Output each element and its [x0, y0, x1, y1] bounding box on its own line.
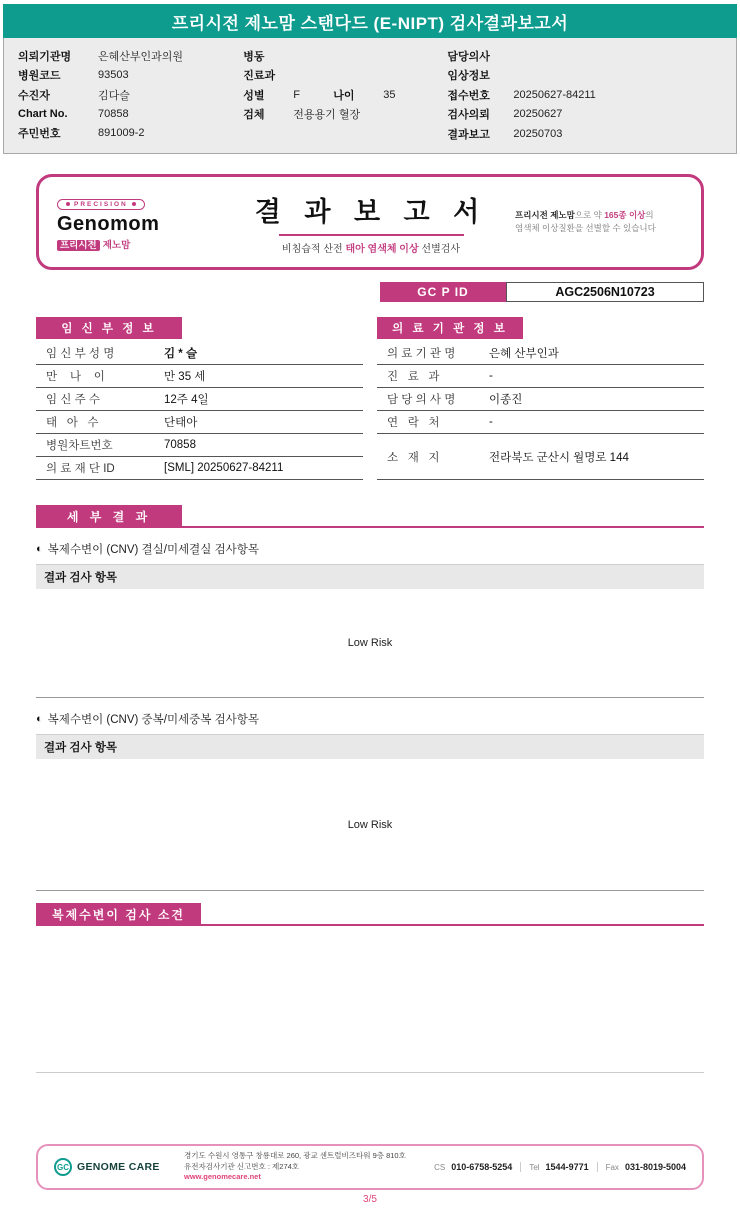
table-row [377, 365, 704, 388]
table-row [36, 365, 363, 388]
field-value: 은혜산부인과의원 [98, 50, 184, 63]
field-patient-name [18, 87, 243, 102]
field-value-sex: F [293, 88, 300, 101]
footer-box [36, 1144, 704, 1190]
field-clinical-info [447, 68, 722, 83]
header-note-line2: 염색체 이상질환을 선별할 수 있습니다 [515, 223, 656, 233]
table-row [36, 434, 363, 457]
field-department [243, 68, 447, 83]
field-resident-no [18, 126, 243, 141]
brand-name-korean [57, 237, 227, 251]
field-label: 검사의뢰 [447, 109, 490, 121]
row-label: 의 료 재 단 ID [46, 463, 115, 475]
field-request-date [447, 107, 722, 122]
field-label: 진료과 [243, 70, 276, 82]
field-label: 접수번호 [447, 89, 490, 102]
field-label-age: 나이 [333, 89, 355, 102]
half-circle-icon: ◐ [36, 713, 43, 725]
section-header-line [201, 924, 704, 926]
footer-address: 경기도 수원시 영통구 창룡대로 260, 광교 센트럴비즈타워 9층 810호 [184, 1150, 406, 1160]
cs-label: CS [434, 1162, 446, 1172]
clinic-info-table [377, 317, 704, 480]
badge-dot-icon [132, 202, 136, 206]
note-end: 의 [645, 209, 654, 220]
field-label: 수진자 [18, 89, 50, 102]
field-value-age: 35 [383, 88, 396, 101]
risk-result: Low Risk [347, 637, 393, 649]
field-value: 891009-2 [98, 127, 145, 139]
badge-dot-icon [66, 202, 70, 206]
table-row [377, 411, 704, 434]
field-label: 담당의사 [447, 50, 490, 63]
clinic-info-header: 의 료 기 관 정 보 [377, 317, 523, 339]
contact-separator [520, 1162, 521, 1172]
risk-result: Low Risk [347, 818, 393, 831]
brand-kr-badge: 프리시전 [57, 240, 100, 251]
precision-badge [57, 199, 145, 210]
field-specimen [243, 107, 447, 122]
row-value: - [489, 370, 493, 382]
brand-name: Genomom [57, 213, 160, 235]
section-header-line [182, 526, 704, 528]
gc-p-id-value: AGC2506N10723 [506, 282, 704, 302]
cnv-opinion-area [36, 926, 704, 1073]
cnv-duplication-title-text: 복제수변이 (CNV) 중복/미세중복 검사항목 [47, 714, 260, 726]
title-divider [279, 234, 464, 236]
field-sex-age [243, 87, 447, 102]
cnv-duplication-result-area [36, 759, 704, 891]
row-value: 70858 [164, 439, 196, 451]
cs-number: 010-6758-5254 [451, 1162, 513, 1172]
detail-result-title: 세 부 결 과 [36, 505, 182, 528]
cnv-deletion-title [36, 541, 704, 557]
table-row [36, 342, 363, 365]
half-circle-icon: ◐ [36, 543, 43, 555]
cnv-opinion-title: 복제수변이 검사 소견 [36, 903, 201, 926]
row-label: 임 신 주 수 [46, 394, 101, 406]
field-ward [243, 48, 447, 63]
subtitle-pre: 비침습적 산전 [281, 243, 346, 255]
field-value: 20250703 [513, 127, 563, 140]
header-note [515, 209, 683, 235]
field-value: 20250627 [513, 108, 563, 120]
field-label: 의뢰기관명 [18, 50, 72, 63]
field-chart-no [18, 107, 243, 122]
cnv-deletion-title-text: 복제수변이 (CNV) 결실/미세결실 검사항목 [47, 544, 260, 556]
detail-result-section-header [36, 505, 704, 528]
gc-p-id-label: GC P ID [380, 282, 506, 302]
row-value: - [489, 416, 493, 428]
field-label: 결과보고 [447, 128, 490, 141]
row-label: 연 락 처 [387, 417, 440, 429]
footer-address-block [184, 1151, 422, 1184]
report-header-box [36, 174, 704, 270]
note-accent: 165종 이상 [604, 209, 646, 220]
row-label: 진 료 과 [387, 371, 440, 383]
report-title-bar [3, 4, 737, 38]
field-hospital-code [18, 68, 243, 83]
row-label: 담 당 의 사 명 [387, 394, 456, 406]
info-tables [36, 317, 704, 480]
row-value: 12주 4일 [164, 394, 209, 406]
cnv-deletion-result-area [36, 589, 704, 698]
row-label: 임 신 부 성 명 [46, 348, 115, 360]
field-value: 20250627-84211 [513, 88, 596, 101]
page-number: 3/5 [363, 1194, 377, 1205]
patient-header-col1 [18, 48, 243, 145]
table-row [36, 457, 363, 480]
field-label: 병동 [243, 50, 265, 63]
patient-header-col2 [243, 48, 447, 145]
table-row [36, 388, 363, 411]
field-receipt-no [447, 87, 722, 102]
table-row [377, 342, 704, 365]
footer-website-link[interactable]: www.genomecare.net [184, 1172, 261, 1182]
subtitle-accent: 태아 염색체 이상 [345, 243, 419, 255]
header-note-line1 [515, 209, 683, 222]
row-value: 김 * 슬 [164, 348, 198, 360]
fax-label: Fax [605, 1162, 619, 1172]
field-label: 검체 [243, 109, 265, 121]
row-label: 태 아 수 [46, 417, 99, 429]
field-label: 병원코드 [18, 70, 61, 82]
field-doctor [447, 48, 722, 63]
row-value: 은혜 산부인과 [489, 348, 559, 360]
note-mid: 으로 약 [574, 209, 605, 220]
cnv-duplication-title [36, 711, 704, 727]
row-value: 만 35 세 [164, 371, 206, 383]
field-label: 주민번호 [18, 128, 61, 140]
report-title-block [227, 190, 515, 255]
report-title: 프리시전 제노맘 스탠다드 (E-NIPT) 검사결과보고서 [171, 13, 569, 33]
genome-care-logo-text: GENOME CARE [77, 1161, 160, 1173]
genome-care-logo-icon: GC [54, 1158, 72, 1176]
field-value: 70858 [98, 107, 129, 120]
table-row [377, 434, 704, 480]
precision-badge-label: PRECISION [74, 200, 128, 208]
tel-number: 1544-9771 [545, 1162, 589, 1172]
mother-info-header: 임 신 부 정 보 [36, 317, 182, 339]
row-value: 단태아 [164, 417, 198, 429]
field-value: 김다슬 [98, 89, 130, 102]
patient-header-col3 [447, 48, 722, 145]
row-label: 의 료 기 관 명 [387, 348, 456, 360]
report-subtitle [227, 240, 515, 255]
field-report-date [447, 126, 722, 141]
field-label: 임상정보 [447, 70, 490, 82]
field-value: 전용용기 혈장 [293, 109, 361, 121]
cnv-opinion-section-header [36, 903, 704, 926]
genome-care-logo [54, 1158, 172, 1176]
table-row [36, 411, 363, 434]
note-brand: 프리시전 제노맘 [515, 209, 575, 220]
patient-header [3, 38, 737, 154]
brand-kr-text: 제노맘 [102, 240, 131, 251]
fax-number: 031-8019-5004 [624, 1162, 686, 1172]
field-label: Chart No. [18, 107, 68, 120]
row-label: 소 재 지 [387, 451, 440, 464]
result-report-title: 결 과 보 고 서 [254, 196, 488, 227]
report-body [0, 174, 740, 1073]
row-value: 이종진 [489, 394, 523, 406]
row-label: 병원차트번호 [46, 440, 113, 452]
field-referring-org [18, 48, 243, 63]
row-label: 만 나 이 [46, 371, 105, 383]
footer-registration: 유전자검사기관 신고번호 : 제274호 [184, 1161, 300, 1171]
result-items-bar: 결과 검사 항목 [36, 734, 704, 759]
field-label: 성별 [243, 89, 265, 102]
mother-info-table [36, 317, 363, 480]
footer-contacts [434, 1162, 686, 1172]
subtitle-post: 선별검사 [418, 243, 461, 255]
gc-p-id-row [36, 282, 704, 302]
tel-label: Tel [529, 1162, 540, 1172]
table-row [377, 388, 704, 411]
field-value: 93503 [98, 69, 129, 81]
row-value: 전라북도 군산시 월명로 144 [489, 451, 629, 464]
result-items-bar: 결과 검사 항목 [36, 564, 704, 589]
contact-separator [597, 1162, 598, 1172]
genomom-logo [57, 193, 227, 251]
row-value: [SML] 20250627-84211 [164, 462, 284, 474]
